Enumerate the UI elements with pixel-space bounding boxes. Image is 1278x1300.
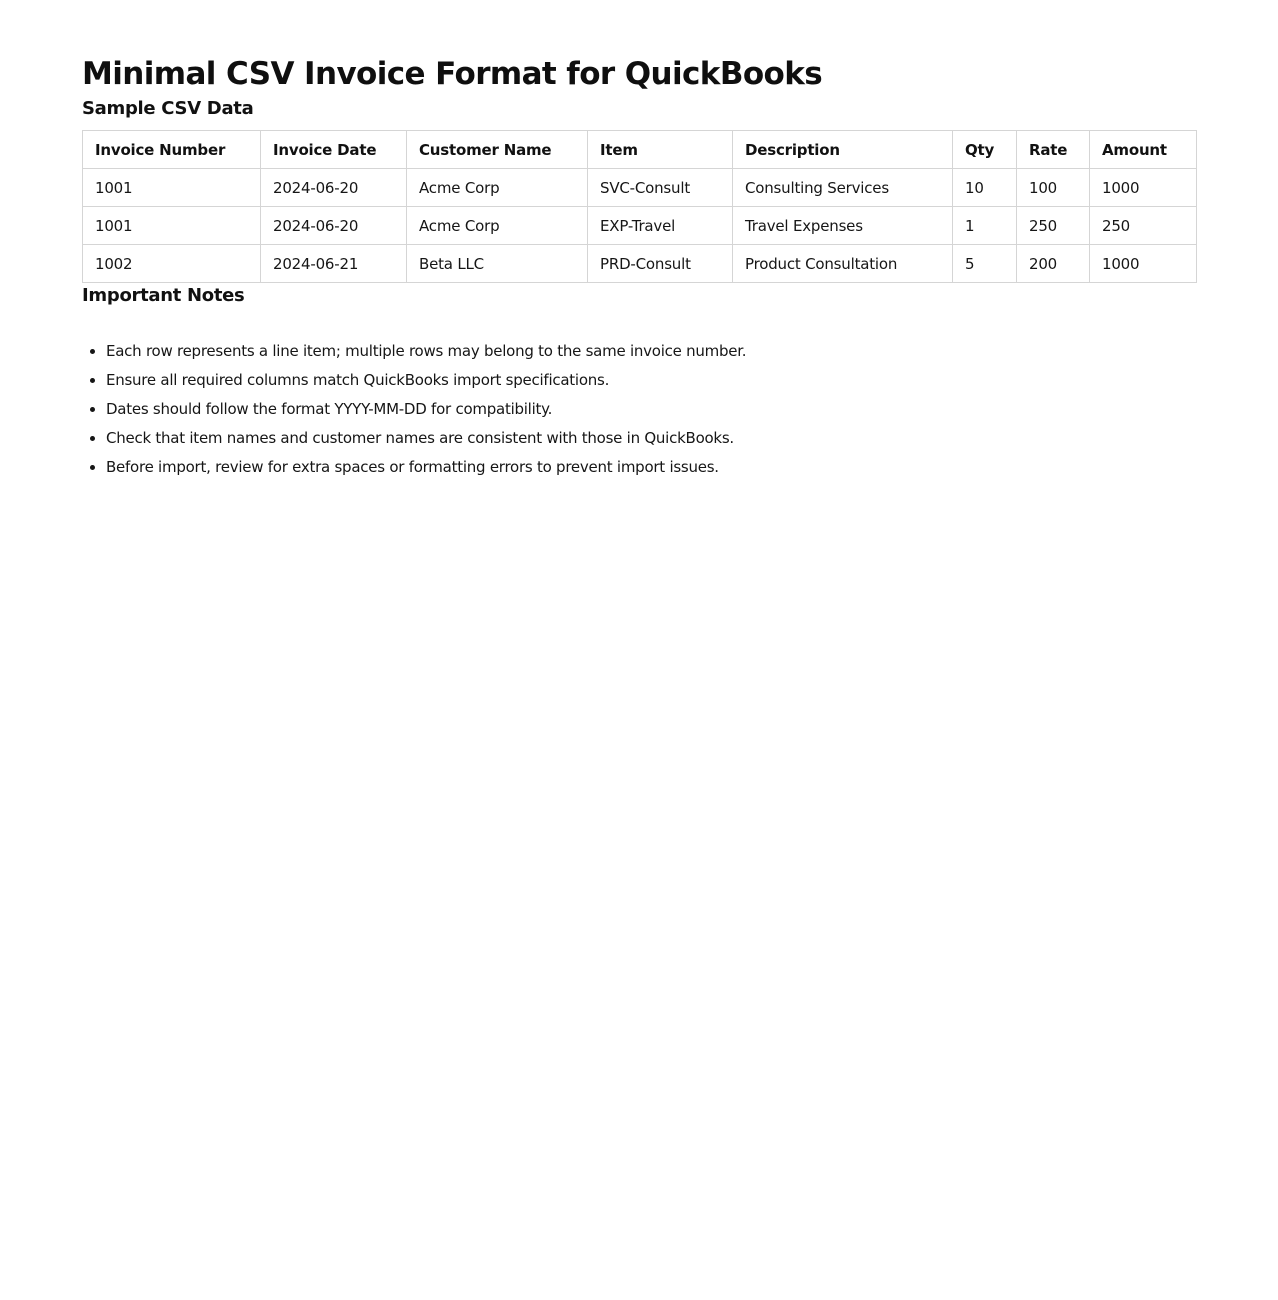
list-item: • Check that item names and customer names are consistent with those in QuickBooks. bbox=[106, 424, 1196, 453]
sample-csv-table bbox=[82, 130, 1197, 283]
column-header-rate: Rate bbox=[1017, 131, 1090, 169]
notes-list bbox=[82, 337, 1196, 482]
column-header-invoice-date: Invoice Date bbox=[261, 131, 407, 169]
cell-invoice-number: 1001 bbox=[83, 207, 261, 245]
cell-qty: 1 bbox=[953, 207, 1017, 245]
cell-rate: 200 bbox=[1017, 245, 1090, 283]
cell-rate: 100 bbox=[1017, 169, 1090, 207]
important-notes-heading: Important Notes bbox=[82, 285, 245, 306]
cell-amount: 1000 bbox=[1090, 245, 1197, 283]
column-header-customer-name: Customer Name bbox=[407, 131, 588, 169]
list-item: • Ensure all required columns match QuickBooks import specifications. bbox=[106, 366, 1196, 395]
cell-description: Consulting Services bbox=[733, 169, 953, 207]
cell-amount: 250 bbox=[1090, 207, 1197, 245]
cell-invoice-date: 2024-06-20 bbox=[261, 207, 407, 245]
cell-customer-name: Acme Corp bbox=[407, 207, 588, 245]
list-item: • Each row represents a line item; multiple rows may belong to the same invoice number. bbox=[106, 337, 1196, 366]
cell-invoice-date: 2024-06-21 bbox=[261, 245, 407, 283]
cell-qty: 5 bbox=[953, 245, 1017, 283]
cell-qty: 10 bbox=[953, 169, 1017, 207]
cell-invoice-date: 2024-06-20 bbox=[261, 169, 407, 207]
column-header-invoice-number: Invoice Number bbox=[83, 131, 261, 169]
cell-rate: 250 bbox=[1017, 207, 1090, 245]
document-page bbox=[0, 0, 1278, 482]
cell-customer-name: Beta LLC bbox=[407, 245, 588, 283]
sample-csv-heading: Sample CSV Data bbox=[82, 98, 254, 119]
cell-item: SVC-Consult bbox=[588, 169, 733, 207]
cell-customer-name: Acme Corp bbox=[407, 169, 588, 207]
cell-description: Product Consultation bbox=[733, 245, 953, 283]
table-row bbox=[83, 245, 1197, 283]
cell-amount: 1000 bbox=[1090, 169, 1197, 207]
page-title: Minimal CSV Invoice Format for QuickBooks bbox=[82, 56, 823, 92]
cell-item: EXP-Travel bbox=[588, 207, 733, 245]
column-header-amount: Amount bbox=[1090, 131, 1197, 169]
cell-invoice-number: 1002 bbox=[83, 245, 261, 283]
column-header-qty: Qty bbox=[953, 131, 1017, 169]
list-item: • Before import, review for extra spaces or formatting errors to prevent import issues. bbox=[106, 453, 1196, 482]
table-row bbox=[83, 169, 1197, 207]
cell-invoice-number: 1001 bbox=[83, 169, 261, 207]
list-item: • Dates should follow the format YYYY-MM-DD for compatibility. bbox=[106, 395, 1196, 424]
cell-description: Travel Expenses bbox=[733, 207, 953, 245]
column-header-description: Description bbox=[733, 131, 953, 169]
cell-item: PRD-Consult bbox=[588, 245, 733, 283]
column-header-item: Item bbox=[588, 131, 733, 169]
table-header-row bbox=[83, 131, 1197, 169]
table-row bbox=[83, 207, 1197, 245]
